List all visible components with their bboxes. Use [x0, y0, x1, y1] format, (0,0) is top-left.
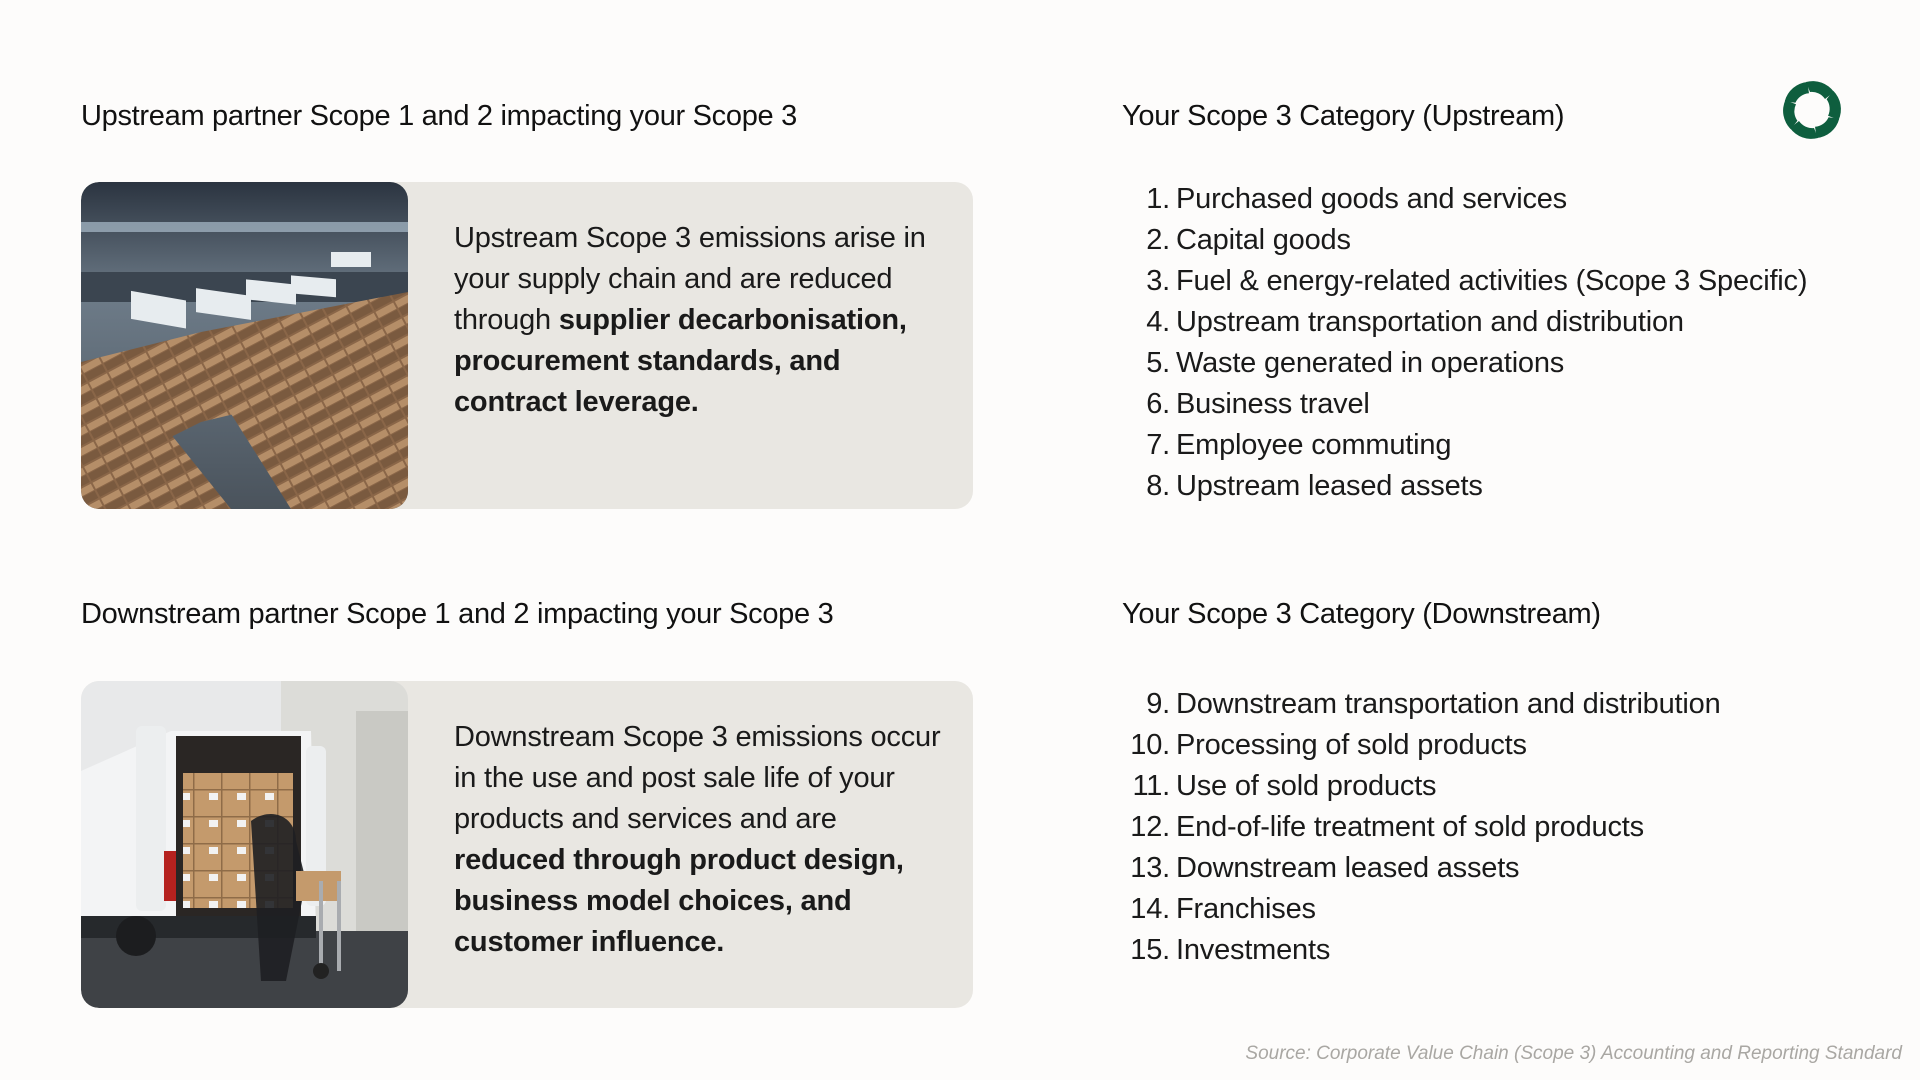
brand-logo-icon [1772, 70, 1852, 150]
list-item: 9. Downstream transportation and distribution [1146, 688, 1721, 720]
upstream-card [81, 182, 973, 509]
upstream-heading: Upstream partner Scope 1 and 2 impacting your Scope 3 [81, 100, 797, 132]
list-item: 3. Fuel & energy-related activities (Scope 3 Specific) [1146, 265, 1808, 297]
source-citation: Source: Corporate Value Chain (Scope 3) Accounting and Reporting Standard [1245, 1043, 1902, 1064]
list-item: 10. Processing of sold products [1130, 729, 1527, 761]
upstream-category-heading: Your Scope 3 Category (Upstream) [1122, 100, 1565, 132]
list-item: 15. Investments [1130, 934, 1331, 966]
list-item: 2. Capital goods [1146, 224, 1351, 256]
list-item: 13. Downstream leased assets [1130, 852, 1520, 884]
list-item: 1. Purchased goods and services [1146, 183, 1567, 215]
list-item: 14. Franchises [1130, 893, 1316, 925]
delivery-van-photo [81, 681, 408, 1008]
warehouse-photo [81, 182, 408, 509]
downstream-heading: Downstream partner Scope 1 and 2 impacting your Scope 3 [81, 598, 834, 630]
downstream-description: Downstream Scope 3 emissions occur in the use and post sale life of your products and services and are reduced through product design, business model choices, and customer influence. [454, 721, 941, 958]
list-item: 11. Use of sold products [1132, 770, 1437, 802]
list-item: 7. Employee commuting [1146, 429, 1452, 461]
list-item: 5. Waste generated in operations [1146, 347, 1565, 379]
downstream-category-heading: Your Scope 3 Category (Downstream) [1122, 598, 1601, 630]
downstream-category-list [1122, 684, 1721, 971]
downstream-card [81, 681, 973, 1008]
list-item: 4. Upstream transportation and distribution [1146, 306, 1684, 338]
list-item: 12. End-of-life treatment of sold products [1130, 811, 1644, 843]
list-item: 8. Upstream leased assets [1146, 470, 1483, 502]
list-item: 6. Business travel [1146, 388, 1370, 420]
upstream-category-list [1122, 179, 1807, 507]
upstream-description: Upstream Scope 3 emissions arise in your supply chain and are reduced through supplier decarbonisation, procurement standards, and contract leverage. [454, 222, 926, 418]
